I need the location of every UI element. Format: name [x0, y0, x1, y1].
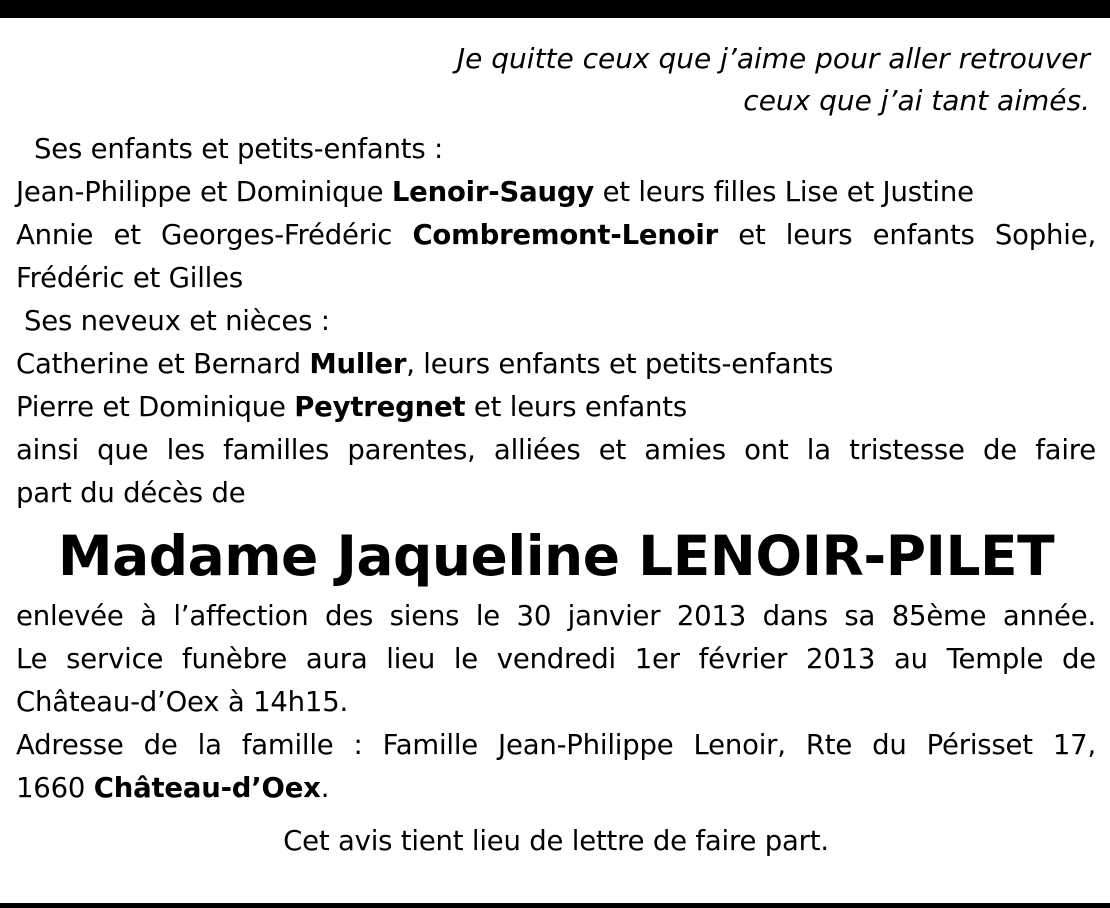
nephew-family-line	[16, 386, 1096, 429]
child-family-line	[16, 214, 1096, 257]
family-address-line: Adresse de la famille : Famille Jean-Philippe Lenoir, Rte du Périsset 17,	[16, 729, 1096, 761]
nephew-descendants: , leurs enfants et petits-enfants	[406, 348, 834, 380]
funeral-service-line: Le service funèbre aura lieu le vendredi 1er février 2013 au Temple de	[16, 643, 1096, 675]
nephew-surname: Muller	[309, 348, 407, 380]
address-town: Château-d’Oex	[93, 772, 321, 804]
notice-body	[16, 128, 1096, 863]
child-names: Jean-Philippe et Dominique	[16, 176, 392, 208]
children-heading: Ses enfants et petits-enfants :	[34, 133, 444, 165]
bottom-border-rule	[0, 903, 1110, 908]
deceased-name: Madame Jaqueline LENOIR-PILET	[57, 524, 1055, 588]
nephew-names: Catherine et Bernard	[16, 348, 310, 380]
child-surname: Combremont-Lenoir	[412, 219, 718, 251]
child-family-line	[16, 171, 1096, 214]
nephews-heading: Ses neveux et nièces :	[24, 305, 330, 337]
child-surname: Lenoir-Saugy	[391, 176, 595, 208]
top-border-rule	[0, 0, 1110, 18]
nephew-surname: Peytregnet	[294, 391, 466, 423]
address-end: .	[320, 772, 330, 804]
nephew-names: Pierre et Dominique	[16, 391, 295, 423]
epigraph-line-2: ceux que j’ai tant aimés.	[743, 84, 1090, 117]
address-postcode: 1660	[16, 772, 94, 804]
announcement-line: ainsi que les familles parentes, alliées et amies ont la tristesse de faire	[16, 434, 1096, 466]
nephew-descendants: et leurs enfants	[465, 391, 687, 423]
announcement-line: part du décès de	[16, 477, 246, 509]
death-notice	[16, 38, 1096, 863]
epigraph-line-1: Je quitte ceux que j’aime pour aller retrouver	[456, 42, 1090, 75]
nephew-family-line	[16, 343, 1096, 386]
family-address-town-line	[16, 767, 1096, 810]
funeral-location-line: Château-d’Oex à 14h15.	[16, 686, 349, 718]
child-descendants: et leurs enfants Sophie,	[718, 219, 1096, 251]
child-descendants: et leurs filles Lise et Justine	[594, 176, 974, 208]
child-names: Annie et Georges-Frédéric	[16, 219, 413, 251]
children-continuation: Frédéric et Gilles	[16, 262, 243, 294]
passing-date-line: enlevée à l’affection des siens le 30 janvier 2013 dans sa 85ème année.	[16, 600, 1096, 632]
epigraph-quote	[16, 38, 1096, 122]
closing-statement: Cet avis tient lieu de lettre de faire part.	[283, 825, 829, 857]
